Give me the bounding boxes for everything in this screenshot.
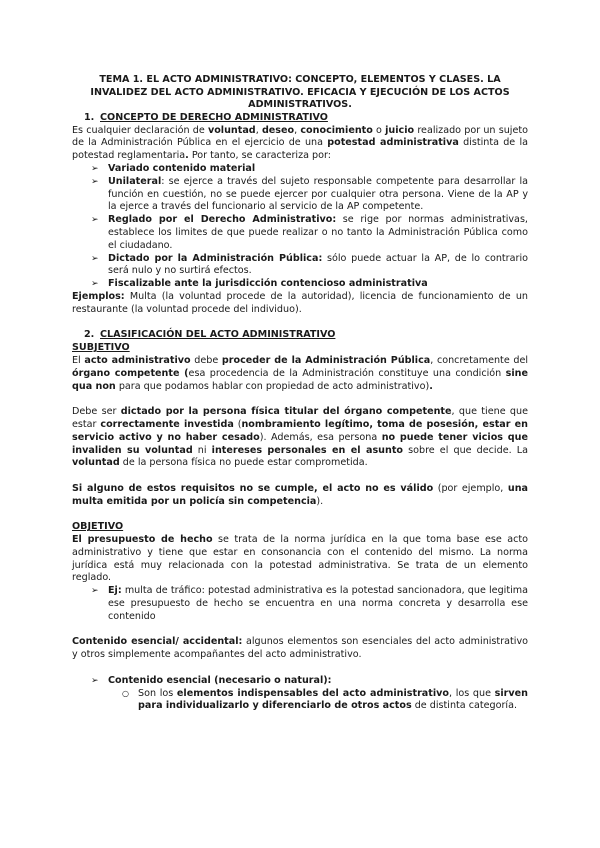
text-run: ( <box>233 418 242 430</box>
characteristic-item <box>72 163 528 176</box>
text-run: para que podamos hablar con propiedad de acto administrativo) <box>115 380 430 392</box>
document-page <box>72 74 528 713</box>
bold-text-run: Ejemplos: <box>72 290 125 302</box>
contenido-esencial-subitem <box>72 688 528 714</box>
text-run: Multa (la voluntad procede de la autoridad), licencia de funcionamiento de un restaurante (la voluntad procede del individuo). <box>72 290 528 315</box>
bold-text-run: Fiscalizable ante la jurisdicción contencioso administrativa <box>108 278 428 290</box>
text-run: multa de tráfico: potestad administrativa es la potestad sancionadora, que legitima ese presupuesto de hecho se encuentra en una norma concreta y desarrolla ese contenido <box>108 585 528 622</box>
bold-text-run: Si alguno de estos requisitos no se cumple, el acto no es válido <box>72 482 434 494</box>
bold-text-run: Contenido esencial/ accidental: <box>72 636 243 648</box>
arrow-bullet-icon: ➢ <box>91 279 99 290</box>
bold-text-run: órgano competente ( <box>72 367 189 379</box>
arrow-bullet-icon: ➢ <box>91 215 99 226</box>
text-run: ni <box>192 444 212 456</box>
objetivo-heading: OBJETIVO <box>72 521 124 533</box>
bold-text-run: sine qua non <box>72 367 528 392</box>
arrow-bullet-icon: ➢ <box>91 163 99 174</box>
bold-text-run: . <box>429 380 433 392</box>
text-run: sobre el que decide. La <box>403 444 528 456</box>
text-run: , los que <box>449 687 495 699</box>
bold-text-run: no puede tener vicios que invaliden su voluntad <box>72 431 528 456</box>
bold-text-run: Contenido esencial (necesario o natural): <box>108 674 332 686</box>
document-title: TEMA 1. EL ACTO ADMINISTRATIVO: CONCEPTO, ELEMENTOS Y CLASES. LA INVALIDEZ DEL ACTO ADMINISTRATIVO. EFICACIA Y EJECUCIÓN DE LOS ACTOS ADMINISTRATIVOS. <box>90 74 510 111</box>
bold-text-run: juicio <box>385 124 415 136</box>
text-run: ). Además, esa persona <box>259 431 382 443</box>
text-run: , <box>294 124 301 136</box>
concept-paragraph <box>72 125 528 163</box>
bold-text-run: voluntad <box>72 457 120 469</box>
text-run: : se ejerce a través del sujeto responsable competente para desarrollar la función en cuestión, no se puede ejercer por cualquier otra persona. Viene de la AP y la ejerce a través del funcionario al servicio de la AP competente. <box>108 175 528 213</box>
text-run: o <box>372 124 386 136</box>
subjetivo-paragraph-3 <box>72 483 528 509</box>
bold-text-run: potestad administrativa <box>327 137 459 149</box>
subjetivo-paragraph-1 <box>72 355 528 393</box>
text-run: Por tanto, se caracteriza por: <box>188 150 332 162</box>
section-title: CLASIFICACIÓN DEL ACTO ADMINISTRATIVO <box>100 329 336 341</box>
text-run: de la persona física no puede estar comprometida. <box>119 457 368 469</box>
arrow-bullet-icon: ➢ <box>91 176 99 187</box>
characteristic-item <box>72 214 528 252</box>
text-run: esa procedencia de la Administración constituye una condición <box>188 367 506 379</box>
contenido-esencial-subtext <box>138 688 528 712</box>
bold-text-run: conocimiento <box>300 124 373 136</box>
subjetivo-heading: SUBJETIVO <box>72 342 130 354</box>
text-run: se rige por normas administrativas, establece los limites de que puede realizar o no tanto la Administración Pública como el ciudadano. <box>108 214 528 251</box>
contenido-esencial-text <box>108 675 332 686</box>
text-run: , concretamente del <box>430 354 529 366</box>
circle-bullet-icon: ○ <box>122 688 129 698</box>
section-number: 2. <box>84 329 95 341</box>
bold-text-run: . <box>185 150 189 162</box>
bold-text-run: proceder de la Administración Pública <box>221 354 431 366</box>
bold-text-run: acto administrativo <box>84 354 191 366</box>
text-run: El <box>72 354 85 366</box>
bold-text-run: El presupuesto de hecho <box>72 534 213 546</box>
examples-paragraph <box>72 291 528 317</box>
bold-text-run: nombramiento legítimo, toma de posesión, estar en servicio activo y no haber cesado <box>72 418 528 443</box>
characteristic-text <box>108 214 528 251</box>
arrow-bullet-icon: ➢ <box>91 586 99 597</box>
subjetivo-paragraph-2 <box>72 406 528 470</box>
characteristic-text <box>108 278 428 289</box>
bold-text-run: Reglado por el Derecho Administrativo: <box>108 214 337 226</box>
characteristic-item <box>72 176 528 214</box>
contenido-paragraph <box>72 636 528 662</box>
bold-text-run: una multa emitida por un policía sin competencia <box>72 482 528 507</box>
text-run: Es cualquier declaración de <box>72 124 208 136</box>
text-run: distinta de la potestad reglamentaria <box>72 137 528 162</box>
section-heading-1 <box>72 112 528 125</box>
bold-text-run: deseo <box>261 124 295 136</box>
bold-text-run: Variado contenido material <box>108 162 256 174</box>
characteristic-item <box>72 253 528 279</box>
text-run: ). <box>316 495 324 507</box>
characteristic-text <box>108 253 528 277</box>
objetivo-paragraph <box>72 534 528 585</box>
characteristic-text <box>108 176 528 213</box>
bold-text-run: voluntad <box>207 124 256 136</box>
text-run: realizado por un sujeto de la Administración Pública en el ejercicio de una <box>72 124 528 149</box>
objetivo-example-item <box>72 585 528 623</box>
text-run: se trata de la norma jurídica en la que toma base ese acto administrativo y tiene que estar en consonancia con el contenido del mismo. La norma jurídica está muy relacionada con la potestad administrativa. Se trata de un elemento reglado. <box>72 534 529 584</box>
arrow-bullet-icon: ➢ <box>91 675 99 686</box>
bold-text-run: Ej: <box>108 585 122 597</box>
characteristics-list <box>72 163 528 291</box>
bold-text-run: intereses personales en el asunto <box>211 444 403 456</box>
objetivo-example-text <box>108 585 528 622</box>
section-title: CONCEPTO DE DERECHO ADMINISTRATIVO <box>100 111 328 123</box>
text-run: debe <box>190 354 222 366</box>
arrow-bullet-icon: ➢ <box>91 253 99 264</box>
bold-text-run: Unilateral <box>108 175 162 187</box>
bold-text-run: Dictado por la Administración Pública: <box>108 252 323 264</box>
text-run: Debe ser <box>72 406 121 418</box>
bold-text-run: sirven para individualizarlo y diferenciarlo de otros actos <box>138 687 528 712</box>
text-run: , que tiene que estar <box>72 406 529 430</box>
bold-text-run: correctamente investida <box>100 418 234 430</box>
characteristic-text <box>108 163 255 174</box>
text-run: Son los <box>138 687 177 699</box>
contenido-esencial-item <box>72 675 528 688</box>
bold-text-run: elementos indispensables del acto administrativo <box>176 687 449 699</box>
text-run: algunos elementos son esenciales del acto administrativo y otros simplemente acompañantes del acto administrativo. <box>72 636 528 661</box>
section-number: 1. <box>84 111 95 123</box>
section-heading-2 <box>72 329 528 342</box>
text-run: , <box>255 124 262 136</box>
text-run: sólo puede actuar la AP, de lo contrario será nulo y no surtirá efectos. <box>108 252 528 277</box>
text-run: (por ejemplo, <box>433 482 508 494</box>
text-run: de distinta categoría. <box>411 700 518 712</box>
characteristic-item <box>72 278 528 291</box>
bold-text-run: dictado por la persona física titular del órgano competente <box>120 406 452 418</box>
